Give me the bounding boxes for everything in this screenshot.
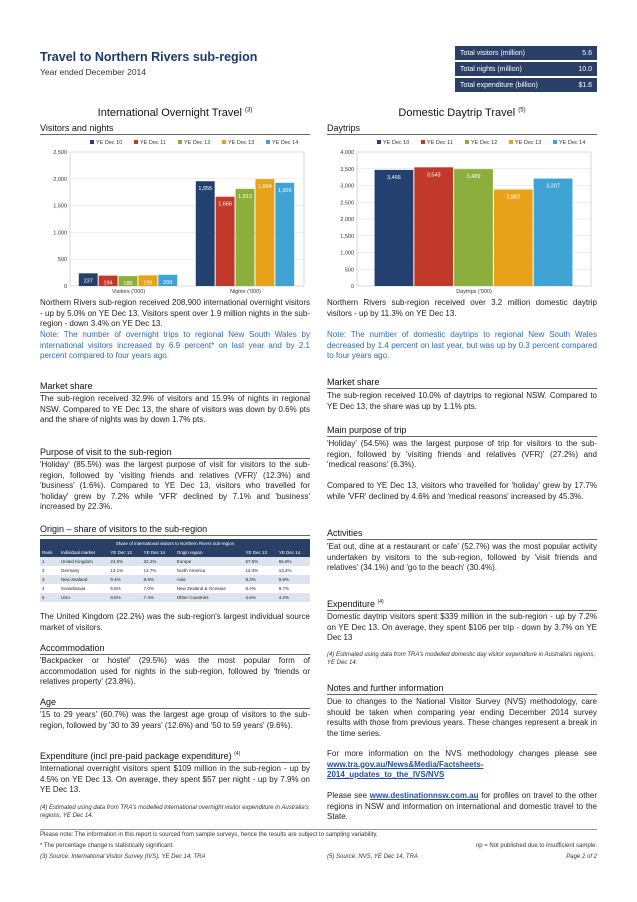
y-tick-label: 1,000 [53, 230, 67, 237]
table-cell: 7.0% [142, 584, 175, 593]
legend-label: YE Dec 14 [272, 140, 299, 146]
stat-label: Total visitors (million) [460, 49, 525, 57]
table-cell: 24.0% [108, 557, 141, 566]
table-cell: 9.9% [277, 575, 310, 584]
table-cell: 67.5% [244, 557, 277, 566]
notes-text-3 [327, 791, 597, 823]
page-number: Page 2 of 2 [566, 854, 597, 860]
notes-text-3-tail: for profiles on travel to the other regions in NSW and information on international and domestic travel to the State. [327, 791, 597, 821]
intl-origin-heading: Origin – share of visitors to the sub-region [40, 524, 310, 536]
intl-accom-heading: Accommodation [40, 643, 310, 655]
data-label: 3,543 [426, 172, 441, 179]
dom-note: Note: The number of domestic daytrips to regional New South Wales decreased by 1.4 percent on last year, but was up by 0.3 percent compared to four years ago. [327, 330, 597, 360]
table-cell: North America [175, 566, 244, 575]
page-title: Travel to Northern Rivers sub-region [40, 50, 258, 64]
section-title-sup: (5) [518, 107, 526, 114]
table-cell: Other Countries [175, 593, 244, 602]
data-label: 3,207 [546, 183, 560, 190]
y-tick-label: 0 [63, 284, 67, 290]
daytrips-chart [327, 136, 597, 296]
table-cell: New Zealand & Oceania [175, 584, 244, 593]
dom-activities-text: 'Eat out, dine at a restaurant or cafe' (52.7%) was the most popular activity undertaken by visitors to the sub-region, followed by 'visit friends and relatives' (34.1%) and 'go to the beach' (30.4%). [327, 542, 597, 572]
legend-swatch [377, 140, 381, 144]
y-tick-label: 3,500 [340, 166, 354, 173]
bar [196, 181, 215, 286]
bar [255, 179, 274, 286]
table-cell: 4 [40, 584, 59, 593]
legend-label: YE Dec 11 [427, 140, 453, 146]
table-cell: 14.7% [142, 566, 175, 575]
table-cell: 9.4% [244, 584, 277, 593]
daytrips-heading: Daytrips [327, 123, 597, 135]
data-label: 209 [163, 279, 173, 286]
dom-intro: Northern Rivers sub-region received over 3.2 million domestic daytrip visitors - up by 11.3% on YE Dec 13. [327, 298, 597, 318]
data-label: 1,994 [258, 184, 272, 191]
y-tick-label: 2,000 [53, 176, 67, 183]
visitors-nights-chart [40, 136, 310, 296]
dom-exp-text: Domestic daytrip visitors spent $339 million in the sub-region - up by 7.2% on YE Dec 13. On average, they spent $106 per trip - down by 3.7% on YE Dec 13 [327, 612, 597, 642]
category-label: Nights ('000) [229, 289, 262, 295]
origin-col-header: Origin region [175, 548, 244, 557]
y-tick-label: 2,500 [53, 150, 67, 156]
table-cell: 13.4% [277, 566, 310, 575]
table-cell: 3 [40, 575, 59, 584]
table-cell: 8.5% [108, 593, 141, 602]
intl-accom-text: 'Backpacker or hostel' (29.5%) was the most popular form of accommodation used for nights in the sub-region, followed by 'friends or relatives property' (23.8%). [40, 656, 310, 686]
origin-col-header: YE Dec 13 [244, 548, 277, 557]
table-cell: 9.3% [244, 575, 277, 584]
international-section-title [40, 107, 310, 119]
legend-swatch [222, 140, 226, 144]
y-tick-label: 500 [344, 267, 354, 274]
data-label: 194 [103, 280, 113, 287]
stat-visitors [455, 46, 597, 60]
intl-market-text: The sub-region received 32.9% of visitors and 15.9% of nights in regional NSW. Compared to YE Dec 13, the share of visitors was down by 0.6% pts and the share of nights was by down 1.7% pts. [40, 394, 310, 424]
intl-age-text: '15 to 29 years' (60.7%) was the largest age group of visitors to the sub-region, followed by '30 to 39 years' (12.6%) and '50 to 59 years' (9.6%). [40, 710, 310, 730]
legend-label: YE Dec 11 [140, 140, 166, 146]
notes-text-3-lead: Please see [327, 791, 368, 800]
stat-nights [455, 62, 597, 76]
stat-expenditure [455, 78, 597, 92]
origin-table [40, 539, 310, 602]
stat-value: $1.6 [578, 81, 592, 89]
stats-panel [455, 46, 597, 94]
bar [216, 197, 235, 286]
domestic-section-title [327, 107, 597, 119]
table-cell: 13.1% [108, 566, 141, 575]
section-title-text: International Overnight Travel [97, 107, 242, 119]
y-tick-label: 2,000 [340, 217, 354, 223]
intl-exp-footnote: (4) Estimated using data from TRA's modelled international overnight visitor expenditure in Australia's regions, YE Dec 14. [40, 805, 309, 819]
stat-value: 10.0 [578, 65, 592, 73]
origin-caption: Share of international visitors to Northern Rivers sub-region [40, 539, 310, 548]
tra-link[interactable]: www.tra.gov.au/News&Media/Factsheets-2014_updates_to_the_IVS/NVS [327, 759, 484, 779]
table-cell: 8.7% [277, 584, 310, 593]
intl-intro: Northern Rivers sub-region received 208,900 international overnight visitors - up by 5.0% on YE Dec 13. Visitors spent over 1.9 million nights in the sub-region - down 3.4% on YE Dec 13. [40, 298, 310, 328]
bar [275, 183, 294, 286]
legend-label: YE Dec 10 [383, 140, 410, 146]
table-row [40, 584, 310, 593]
legend-label: YE Dec 13 [228, 140, 255, 146]
legend-swatch [509, 140, 513, 144]
table-row [40, 557, 310, 566]
table-cell: 4.6% [244, 593, 277, 602]
table-cell: Asia [175, 575, 244, 584]
dom-exp-footnote: (4) Estimated using data from TRA's modelled domestic day visitor expenditure in Australia's regions, YE Dec 14. [327, 652, 596, 666]
y-tick-label: 1,500 [340, 233, 354, 240]
section-title-text: Domestic Daytrip Travel [398, 107, 516, 119]
table-cell: Europe [175, 557, 244, 566]
legend-label: YE Dec 14 [559, 140, 586, 146]
legend-swatch [178, 140, 182, 144]
legend-swatch [421, 140, 425, 144]
footer-divider [40, 829, 597, 830]
bar [414, 167, 453, 286]
notes-text-2 [327, 749, 597, 781]
stat-value: 5.6 [582, 49, 592, 57]
data-label: 237 [83, 278, 93, 285]
intl-purpose-text: 'Holiday' (85.5%) was the largest purpose of visit for visitors to the sub-region, followed by 'visiting friends and relatives (VFR)' (12.3%) and 'business' (1.6%). Compared to YE Dec 13, visitors who travelled for 'holiday' grew by 7.2% while 'VFR' declined by 7.1% and 'business' increased by 22.3%. [40, 460, 310, 511]
legend-label: YE Dec 10 [96, 140, 123, 146]
notes-heading: Notes and further information [327, 683, 597, 695]
legend-swatch [553, 140, 557, 144]
table-cell: USA [59, 593, 109, 602]
notes-text-2-lead: For more information on the NVS methodology changes please see [327, 749, 597, 758]
stat-label: Total expenditure (billion) [460, 81, 538, 89]
y-tick-label: 1,500 [53, 203, 67, 210]
footer-note: Please note: The information in this report is sourced from sample surveys, hence the results are subject to sampling variability. [40, 832, 378, 838]
bar [375, 170, 414, 286]
dom-activities-heading: Activities [327, 528, 597, 540]
bar [534, 179, 573, 286]
origin-col-header: YE Dec 14 [277, 548, 310, 557]
bar [454, 169, 493, 286]
footer-source-right: (5) Source: NVS, YE Dec 14, TRA [327, 854, 418, 860]
table-row [40, 593, 310, 602]
intl-purpose-heading: Purpose of visit to the sub-region [40, 447, 310, 459]
intl-note: Note: The number of overnight trips to regional New South Wales by international visitors increased by 6.9 percent* on last year and by 2.1 percent compared to four years ago. [40, 330, 310, 360]
y-tick-label: 3,000 [340, 183, 354, 190]
origin-col-header: YE Dec 14 [142, 548, 175, 557]
table-cell: New Zealand [59, 575, 109, 584]
footer-source-left: (3) Source: International Visitor Survey (IVS), YE Dec 14, TRA [40, 854, 206, 860]
visitors-nights-heading: Visitors and nights [40, 123, 310, 135]
data-label: 1,813 [238, 193, 252, 200]
dom-market-text: The sub-region received 10.0% of daytrips to regional NSW. Compared to YE Dec 13, the share was up by 1.1% pts. [327, 391, 597, 411]
bar [494, 189, 533, 286]
stat-label: Total nights (million) [460, 65, 522, 73]
dom-exp-heading [327, 599, 597, 611]
origin-table-body [40, 557, 310, 602]
legend-swatch [465, 140, 469, 144]
page-subtitle: Year ended December 2014 [40, 67, 147, 77]
dom-market-heading: Market share [327, 377, 597, 389]
footer-significance: * The percentage change is statistically significant. [40, 843, 174, 849]
notes-text-1: Due to changes to the National Visitor Survey (NVS) methodology, care should be taken when comparing year ending December 2014 survey results with those from previous years. These changes represent a break in the time series. [327, 697, 597, 738]
exp-heading-sup: (4) [377, 599, 384, 605]
data-label: 1,955 [198, 186, 213, 193]
legend-swatch [266, 140, 270, 144]
table-cell: 6.6% [108, 584, 141, 593]
legend-label: YE Dec 13 [515, 140, 542, 146]
category-label: Daytrips ('000) [456, 289, 492, 295]
origin-col-header: Rank [40, 548, 59, 557]
table-cell: 8.9% [142, 575, 175, 584]
legend-swatch [134, 140, 138, 144]
table-cell: Scandinavia [59, 584, 109, 593]
data-label: 2,882 [506, 194, 521, 201]
exp-heading-text: Expenditure [327, 599, 376, 609]
data-label: 1,926 [277, 187, 292, 194]
table-cell: 5 [40, 593, 59, 602]
origin-col-header: Individual market [59, 548, 109, 557]
footer-np: np = Not published due to insufficient sample. [475, 843, 597, 849]
intl-exp-text: International overnight visitors spent $109 million in the sub-region - up by 4.5% on YE Dec 13. On average, they spent $57 per night - up by 7.9% on YE Dec 13. [40, 764, 310, 794]
intl-age-heading: Age [40, 697, 310, 709]
data-label: 3,466 [387, 174, 401, 181]
intl-origin-text: The United Kingdom (22.2%) was the sub-region's largest individual source market of visitors. [40, 612, 310, 632]
table-cell: 4.2% [277, 593, 310, 602]
table-row [40, 566, 310, 575]
bar [236, 189, 255, 286]
intl-exp-heading [40, 751, 310, 763]
y-tick-label: 0 [350, 284, 354, 290]
table-cell: 1 [40, 557, 59, 566]
table-cell: United Kingdom [59, 557, 109, 566]
exp-heading-sup: (4) [234, 751, 241, 757]
data-label: 185 [123, 281, 133, 288]
data-label: 1,666 [218, 201, 232, 208]
exp-heading-text: Expenditure (incl pre-paid package expenditure) [40, 751, 232, 761]
table-cell: 2 [40, 566, 59, 575]
y-tick-label: 1,000 [340, 250, 354, 257]
legend-label: YE Dec 12 [184, 140, 211, 146]
table-cell: Germany [59, 566, 109, 575]
y-tick-label: 4,000 [340, 150, 354, 156]
data-label: 3,489 [466, 174, 481, 181]
y-tick-label: 2,500 [340, 200, 354, 207]
legend-swatch [90, 140, 94, 144]
table-row [40, 575, 310, 584]
section-title-sup: (3) [245, 107, 253, 114]
table-cell: 12.4% [244, 566, 277, 575]
origin-col-header: YE Dec 13 [108, 548, 141, 557]
y-tick-label: 500 [57, 257, 67, 264]
legend-label: YE Dec 12 [471, 140, 498, 146]
dom-purpose-heading: Main purpose of trip [327, 425, 597, 437]
table-cell: 22.2% [142, 557, 175, 566]
dom-purpose-text: 'Holiday' (54.5%) was the largest purpose of trip for visitors to the sub-region, followed by 'visiting friends and relatives (VFR)' (27.2%) and 'medical reasons' (6.3%). [327, 439, 597, 469]
table-cell: 7.4% [142, 593, 175, 602]
table-cell: 9.4% [108, 575, 141, 584]
dom-purpose-text-2: Compared to YE Dec 13, visitors who travelled for 'holiday' grew by 17.7% while 'VFR' declined by 4.6% and 'medical reasons' increased by 45.3%. [327, 481, 597, 501]
intl-market-heading: Market share [40, 381, 310, 393]
data-label: 199 [143, 280, 153, 287]
category-label: Visitors ('000) [111, 289, 146, 295]
destinationnsw-link[interactable]: www.destinationnsw.com.au [369, 791, 479, 800]
table-cell: 66.9% [277, 557, 310, 566]
